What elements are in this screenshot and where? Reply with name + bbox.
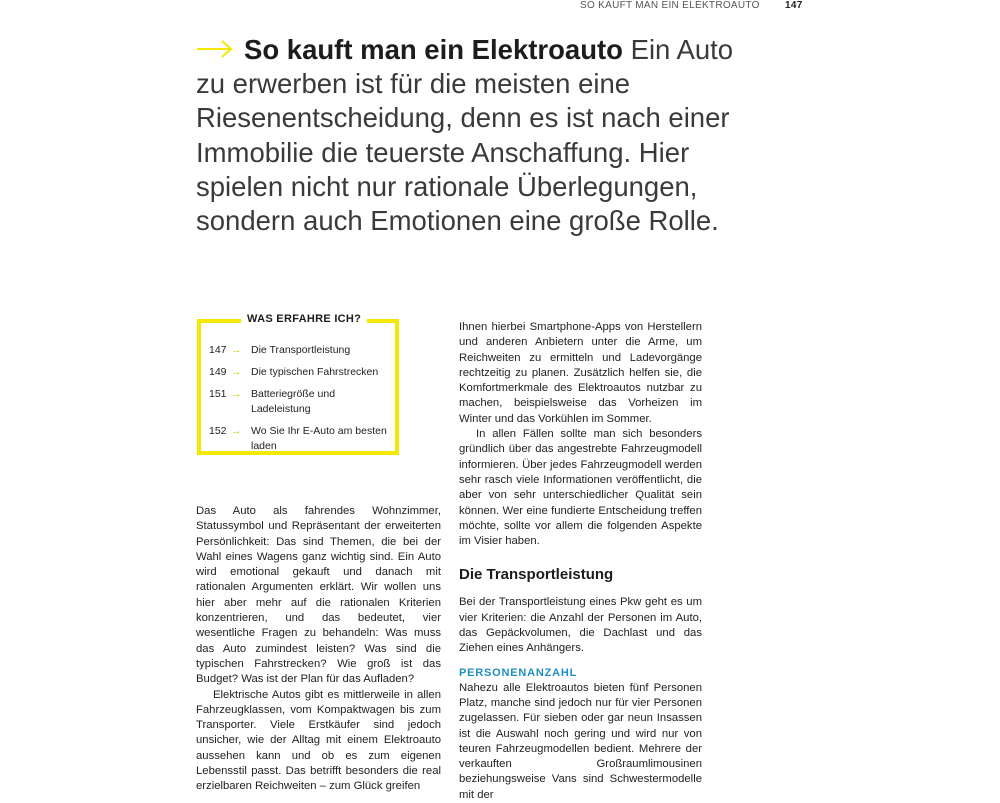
toc-list (209, 343, 394, 461)
body-paragraph: Ihnen hierbei Smartphone-Apps von Herstellern und anderen Anbietern unter die Arme, um Reichweiten zu ermitteln und Ladevorgänge rechtzeitig zu planen. Zusätzlich helfen sie, die Komfortmerkmale des Elektroautos nutzbar zu machen, beispielsweise das Vorheizen im Winter und das Vorkühlen im Sommer. (459, 321, 702, 425)
toc-page-number: 151 (209, 388, 227, 400)
toc-label: Batteriegröße und Ladeleistung (251, 388, 336, 415)
toc-box (197, 313, 399, 455)
toc-page-number: 149 (209, 366, 227, 378)
body-paragraph: In allen Fällen sollte man sich besonders gründlich über das angestrebte Fahrzeugmodell informieren. Über jedes Fahrzeugmodell werden sehr rasch viele Informationen veröffentlicht, die aber von sehr unterschiedlicher Qualität sein können. Wer eine fundierte Entscheidung treffen möchte, sollte vor allem die folgenden Aspekte im Visier haben. (459, 428, 702, 548)
toc-page-number: 152 (209, 425, 227, 437)
body-paragraph: Nahezu alle Elektroautos bieten fünf Personen Platz, manche sind jedoch nur für vier Personen zugelassen. Für sieben oder gar neun Insassen ist die Auswahl noch gering und wird nur von teuren Fahrzeugmodellen bedient. Mehrere der verkauften Großraumlimousinen beziehungsweise Vans sind Schwestermodelle mit der (459, 681, 702, 801)
running-header (580, 0, 820, 11)
toc-page-number: 147 (209, 344, 227, 356)
toc-item[interactable] (209, 365, 394, 380)
toc-item[interactable] (209, 343, 394, 358)
body-paragraph: Bei der Transportleistung eines Pkw geht es um vier Kriterien: die Anzahl der Personen im Auto, das Gepäckvolumen, die Dachlast und das Ziehen eines Anhängers. (459, 596, 702, 655)
toc-label: Die typischen Fahrstrecken (251, 366, 379, 378)
toc-heading: WAS ERFAHRE ICH? (241, 313, 367, 325)
left-column (196, 504, 441, 795)
section-heading: Die Transportleistung (459, 566, 614, 584)
body-paragraph: Elektrische Autos gibt es mittlerweile in allen Fahrzeugklassen, vom Kompaktwagen bis zum Transporter. Viele Erstkäufer sind jedoch unsicher, wie der Alltag mit einem Elektroauto aussehen kann und ob es zum eigenen Lebensstil passt. Das betrifft besonders die real erzielbaren Reichweiten – zum Glück greifen (196, 688, 441, 793)
arrow-right-icon: → (231, 344, 242, 356)
arrow-right-icon: → (231, 425, 242, 437)
right-column (459, 320, 702, 803)
page-number: 147 (785, 0, 803, 11)
body-paragraph: Das Auto als fahrendes Wohnzimmer, Statussymbol und Repräsentant der erweiterten Persönlichkeit: Das sind Themen, die bei der Wahl eines Wagens ganz wichtig sind. Ein Auto wird emotional gekauft und danach mit rationalen Argumenten erklärt. Wir wollen uns hier aber mehr auf die rationalen Kriterien konzentrieren, und das bedeutet, vier wesentliche Fragen zu behandeln: Was muss das Auto zumindest leisten? Was sind die typischen Fahrstrecken? Wie groß ist das Budget? Was ist der Plan für das Aufladen? (196, 505, 441, 686)
arrow-right-icon: → (231, 388, 242, 400)
toc-item[interactable] (209, 387, 394, 417)
intro-text: Ein Auto zu erwerben ist für die meisten eine Riesenentscheidung, denn es ist nach einer Immobilie die teuerste Anschaffung. Hier spielen nicht nur rationale Überlegungen, sondern auch Emotionen eine große Rolle. (196, 34, 734, 237)
running-header-title: SO KAUFT MAN EIN ELEKTROAUTO (580, 0, 760, 11)
toc-label: Die Transportleistung (251, 344, 351, 356)
subsection-heading: PERSONENANZAHL (459, 666, 578, 679)
chapter-title: So kauft man ein Elektroauto (244, 34, 623, 65)
toc-label: Wo Sie Ihr E-Auto am besten laden (251, 425, 387, 452)
chapter-intro (196, 33, 756, 238)
toc-item[interactable] (209, 424, 394, 454)
arrow-right-icon: → (231, 366, 242, 378)
arrow-right-icon (196, 32, 234, 66)
